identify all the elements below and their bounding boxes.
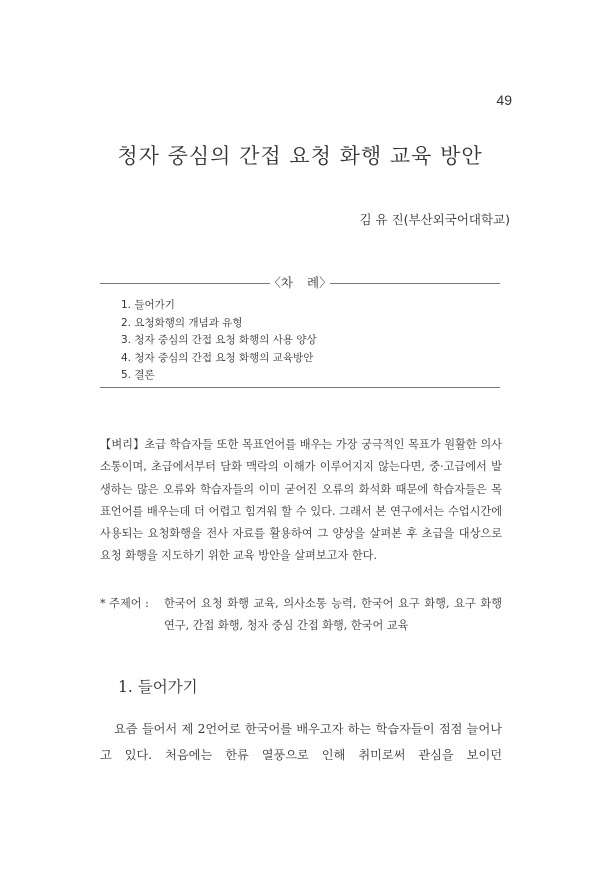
abstract: 【벼리】초급 학습자들 또한 목표언어를 배우는 가장 궁극적인 목표가 원활한 의사소통이며, 초급에서부터 담화 맥락의 이해가 이루어지지 않는다면, 중·고급에서 발생하는 많은 오류와 학습자들의 이미 굳어진 오류의 화석화 때문에 학습자들은 목표언어를 배우는데 더 어렵고 힘겨워 할 수 있다. 그래서 본 연구에서는 수업시간에 사용되는 요청화행을 전사 자료를 활용하여 그 양상을 살펴본 후 초급을 대상으로 요청 화행을 지도하기 위한 교육 방안을 살펴보고자 한다. [100, 438, 502, 563]
toc-bracket-close: 〉 [319, 275, 332, 290]
keywords [100, 593, 502, 637]
toc-heading-char-1: 차 [280, 275, 293, 290]
toc-bracket-open: 〈 [268, 275, 281, 290]
toc-item: 1. 들어가기 [121, 299, 175, 311]
toc-item: 4. 청자 중심의 간접 요청 화행의 교육방안 [121, 351, 314, 364]
toc-item: 5. 결론 [121, 369, 155, 381]
toc-rule-bottom [100, 387, 500, 388]
toc-list [121, 297, 317, 385]
section-heading: 1. 들어가기 [118, 678, 198, 696]
keywords-label: * 주제어 : [100, 597, 149, 610]
toc-heading-char-2: 례 [307, 275, 320, 290]
keywords-text: 한국어 요청 화행 교육, 의사소통 능력, 한국어 요구 화행, 요구 화행 연구, 간접 화행, 청자 중심 간접 화행, 한국어 교육 [164, 597, 502, 632]
author-affiliation: 김 유 진(부산외국어대학교) [359, 212, 510, 227]
page-number: 49 [496, 92, 512, 108]
paper-title: 청자 중심의 간접 요청 화행 교육 방안 [117, 144, 483, 168]
toc-item: 2. 요청화행의 개념과 유형 [121, 316, 243, 329]
toc-heading [0, 273, 600, 291]
toc-item: 3. 청자 중심의 간접 요청 화행의 사용 양상 [121, 334, 317, 346]
body-paragraph: 요즘 들어서 제 2언어로 한국어를 배우고자 하는 학습자들이 점점 늘어나고 있다. 처음에는 한류 열풍으로 인해 취미로써 관심을 보이던 [100, 722, 502, 762]
